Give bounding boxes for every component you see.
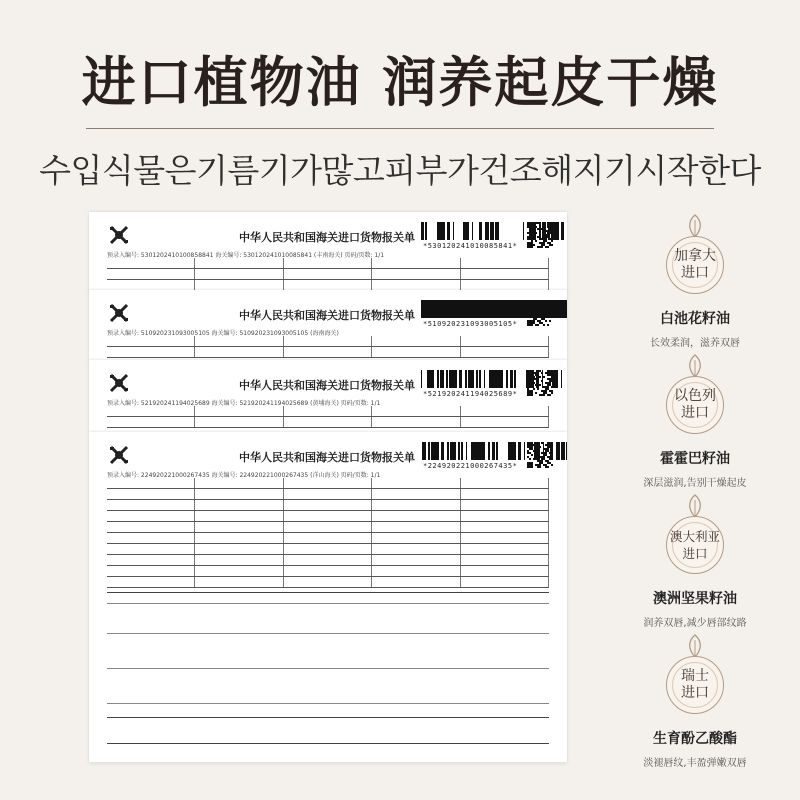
- pre-entry-number: 预录入编号: 224920221000267435 海关编号: 224920221000267435 (洋山海关) 页码/页数: 1/1: [107, 472, 381, 479]
- page-subtitle: 수입식물은기름기가많고피부가건조해지기시작한다: [39, 151, 761, 190]
- doc-title: 中华人民共和国海关进口货物报关单: [239, 231, 415, 244]
- origin-import: 进口: [681, 405, 709, 421]
- doc-grid: [107, 406, 549, 426]
- ingredient-item: [590, 354, 800, 489]
- origin-country: 以色列: [674, 388, 716, 404]
- leaf-icon: [685, 634, 705, 658]
- customs-declaration-1: [89, 212, 567, 292]
- doc-number: *521920241194025689*: [423, 390, 518, 398]
- ingredient-item: [590, 214, 800, 349]
- ingredient-name: 澳洲坚果籽油: [653, 591, 737, 607]
- doc-title: 中华人民共和国海关进口货物报关单: [239, 309, 415, 322]
- ingredient-item: [590, 634, 800, 769]
- customs-emblem-icon: [107, 223, 131, 247]
- qr-code-icon: [527, 370, 553, 396]
- origin-import: 进口: [681, 265, 709, 281]
- qr-code-icon: [527, 442, 553, 468]
- ingredient-name: 霍霍巴籽油: [660, 451, 730, 467]
- ingredient-desc: 深层滋润,告别干燥起皮: [643, 478, 747, 489]
- doc-number: *510920231093005105*: [423, 320, 518, 328]
- origin-import: 进口: [682, 546, 708, 561]
- ingredient-item: [590, 494, 800, 629]
- ingredient-name: 生育酚乙酸酯: [653, 731, 737, 747]
- origin-country: 瑞士: [681, 668, 709, 684]
- title-divider: [86, 128, 714, 129]
- declaration-footer: [107, 717, 549, 754]
- doc-number: *224920221000267435*: [423, 462, 518, 470]
- customs-declaration-2: [89, 290, 567, 362]
- origin-badge: [659, 214, 731, 302]
- doc-number: *530120241010085841*: [423, 242, 518, 250]
- leaf-icon: [685, 494, 705, 518]
- origin-country: 澳大利亚: [669, 529, 720, 544]
- doc-grid: [107, 478, 549, 588]
- qr-code-icon: [527, 300, 553, 326]
- page-title: 进口植物油 润养起皮干燥: [81, 51, 719, 114]
- pre-entry-number: 预录入编号: 5301202410100858841 海关编号: 530120241010085841 (丰南海关) 页码/页数: 1/1: [107, 252, 385, 259]
- doc-title: 中华人民共和国海关进口货物报关单: [239, 451, 415, 464]
- origin-badge: [659, 494, 731, 582]
- leaf-icon: [685, 214, 705, 238]
- ingredient-desc: 长效柔润，滋养双唇: [650, 338, 740, 349]
- customs-emblem-icon: [107, 301, 131, 325]
- doc-grid: [107, 336, 549, 356]
- ingredient-name: 白池花籽油: [660, 311, 730, 327]
- origin-badge: [659, 634, 731, 722]
- ingredient-desc: 淡褪唇纹,丰盈弹嫩双唇: [643, 758, 747, 769]
- leaf-icon: [685, 354, 705, 378]
- qr-code-icon: [527, 222, 553, 248]
- doc-grid: [107, 258, 549, 286]
- doc-title: 中华人民共和国海关进口货物报关单: [239, 379, 415, 392]
- pre-entry-number: 预录入编号: 521920241194025689 海关编号: 521920241194025689 (黄埔海关) 页码/页数: 1/1: [107, 400, 381, 407]
- origin-badge: [659, 354, 731, 442]
- origin-country: 加拿大: [674, 248, 716, 264]
- customs-declaration-3: [89, 360, 567, 432]
- ingredient-desc: 润养双唇,减少唇部纹路: [643, 618, 747, 629]
- customs-emblem-icon: [107, 443, 131, 467]
- customs-emblem-icon: [107, 371, 131, 395]
- customs-declaration-4: [89, 432, 567, 762]
- pre-entry-number: 预录入编号: 510920231093005105 海关编号: 510920231093005105 (海南海关): [107, 330, 339, 337]
- origin-import: 进口: [681, 685, 709, 701]
